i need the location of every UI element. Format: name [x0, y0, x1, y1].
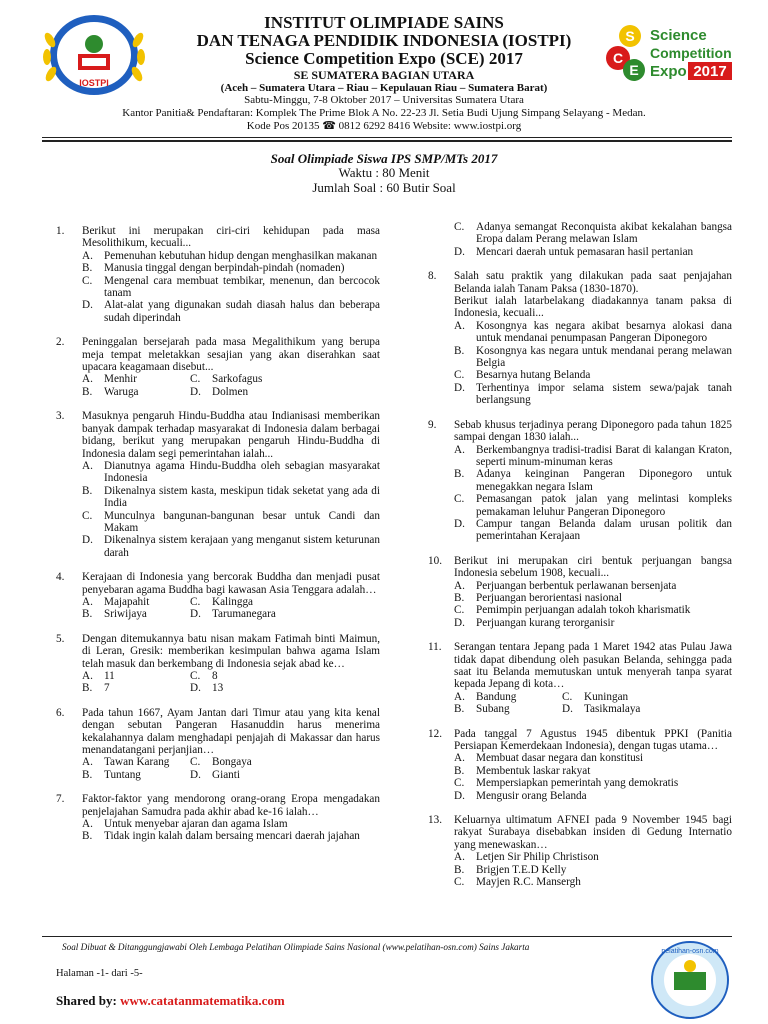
- answer-option[interactable]: [454, 592, 732, 604]
- logo-letter-c: C: [612, 50, 624, 66]
- option-text: Kuningan: [584, 690, 629, 703]
- question: [428, 555, 732, 629]
- option-letter: A.: [82, 373, 93, 386]
- question: [428, 728, 732, 802]
- header-event: Science Competition Expo (SCE) 2017: [245, 49, 523, 68]
- pelatihan-osn-logo-text: pelatihan-osn.com: [661, 948, 719, 955]
- answer-option[interactable]: [454, 691, 562, 703]
- option-text: Alat-alat yang digunakan sudah diasah halus dan beberapa sudah diperindah: [104, 299, 380, 324]
- answer-option[interactable]: [454, 752, 732, 764]
- option-letter: D.: [454, 381, 465, 394]
- option-letter: A.: [454, 579, 465, 592]
- shared-by-link[interactable]: www.catatanmatematika.com: [120, 993, 285, 1008]
- question-stem: Kerajaan di Indonesia yang bercorak Buddha dan menjadi pusat penyebaran agama Buddha bagi kawasan Asia Tenggara adalah…: [82, 571, 380, 596]
- option-letter: C.: [454, 221, 465, 233]
- question-number: 12.: [428, 727, 442, 740]
- option-letter: D.: [454, 245, 465, 258]
- question-number: 8.: [428, 270, 437, 283]
- option-text: Munculnya bangunan-bangunan besar untuk Candi dan Makam: [104, 509, 380, 534]
- option-letter: B.: [454, 863, 465, 876]
- option-letter: B.: [454, 703, 465, 716]
- header-divider: [42, 137, 732, 138]
- question-stem: Berikut ini merupakan ciri bentuk perjuangan bangsa Indonesia sebelum 1908, kecuali...: [454, 554, 732, 580]
- option-text: Perjuangan kurang terorganisir: [476, 616, 615, 629]
- option-text: Dianutnya agama Hindu-Buddha oleh sebagian masyarakat Indonesia: [104, 459, 380, 485]
- answer-option[interactable]: [190, 386, 380, 398]
- answer-option[interactable]: [454, 369, 732, 381]
- logo-word-science: Science: [650, 27, 707, 44]
- option-text: Tawan Karang: [104, 756, 170, 769]
- option-letter: B.: [82, 385, 93, 398]
- option-text: Subang: [476, 703, 510, 716]
- option-letter: C.: [454, 777, 465, 790]
- option-text: Brigjen T.E.D Kelly: [476, 863, 567, 876]
- footer-credit: Soal Dibuat & Ditanggungjawabi Oleh Lembaga Pelatihan Olimpiade Sains Nasional (www.pelatihan-osn.com) Sains Jakarta: [62, 942, 530, 952]
- logo-letter-e: E: [629, 62, 639, 78]
- answer-option[interactable]: [454, 580, 732, 592]
- question-number: 11.: [428, 641, 442, 654]
- option-text: 13: [212, 682, 224, 695]
- option-text: Terhentinya impor selama sistem sewa/pajak tanah berlangsung: [476, 381, 732, 407]
- question: [56, 225, 380, 324]
- question-stem-extra: Berikut ialah latarbelakang diadakannya tanam paksa di Indonesia, kecuali...: [454, 295, 732, 320]
- exam-title: Soal Olimpiade Siswa IPS SMP/MTs 2017: [270, 151, 498, 166]
- question-stem: Faktor-faktor yang mendorong orang-orang Eropa mengadakan penjelajahan Samudra pada akhir abad ke-16 ialah…: [82, 793, 380, 818]
- option-letter: D.: [82, 534, 93, 547]
- option-letter: A.: [82, 595, 93, 608]
- shared-by: [56, 993, 285, 1008]
- option-letter: D.: [190, 768, 201, 781]
- question-number: 6.: [56, 706, 65, 719]
- answer-option[interactable]: [82, 299, 380, 324]
- answer-option[interactable]: [454, 468, 732, 493]
- answer-options: [454, 320, 732, 407]
- answer-option[interactable]: [454, 382, 732, 407]
- answer-option[interactable]: [454, 221, 732, 246]
- pelatihan-osn-logo: [650, 940, 730, 1020]
- question: [56, 793, 380, 843]
- option-letter: A.: [454, 443, 465, 456]
- answer-option[interactable]: [82, 386, 190, 398]
- answer-option[interactable]: [190, 373, 380, 385]
- option-text: Kosongnya kas negara akibat besarnya alokasi dana untuk mendanai penumpasan Pangeran Diponegoro: [476, 319, 732, 345]
- option-text: Tarumanegara: [212, 608, 276, 621]
- option-text: Kalingga: [212, 595, 254, 608]
- header-divider-thick: [42, 140, 732, 142]
- answer-options-grid: [454, 691, 732, 716]
- answer-option[interactable]: [454, 703, 562, 715]
- question-stem: Serangan tentara Jepang pada 1 Maret 1942 atas Pulau Jawa tidak dapat dibendung oleh pasukan Belanda, sehingga pada saat itu Belanda memutuskan untuk menyerah tanpa syarat kepada Jepang di kota…: [454, 641, 732, 691]
- answer-option[interactable]: [82, 830, 380, 842]
- answer-option[interactable]: [562, 691, 732, 703]
- footer-divider: [42, 936, 732, 937]
- option-letter: C.: [190, 756, 201, 769]
- answer-option[interactable]: [454, 876, 732, 888]
- option-text: Menhir: [104, 373, 137, 386]
- answer-option[interactable]: [454, 493, 732, 518]
- exam-duration: Waktu : 80 Menit: [338, 165, 430, 180]
- answer-options: [82, 818, 380, 843]
- option-letter: B.: [82, 262, 93, 275]
- option-letter: B.: [454, 468, 465, 481]
- header-institute: INSTITUT OLIMPIADE SAINS: [264, 13, 504, 32]
- answer-options: [454, 752, 732, 802]
- answer-option[interactable]: [190, 769, 380, 781]
- answer-option[interactable]: [454, 765, 732, 777]
- option-text: Pemenuhan kebutuhan hidup dengan menghasilkan makanan: [104, 249, 378, 262]
- option-text: Dikenalnya sistem kasta, meskipun tidak seketat yang ada di India: [104, 484, 380, 510]
- option-letter: D.: [454, 616, 465, 629]
- option-letter: D.: [454, 789, 465, 802]
- answer-option[interactable]: [82, 373, 190, 385]
- logo-year: 2017: [693, 63, 727, 80]
- question-number: 10.: [428, 554, 442, 567]
- answer-option[interactable]: [82, 485, 380, 510]
- question-7-continued: [428, 221, 732, 258]
- option-text: Perjuangan berbentuk perlawanan bersenjata: [476, 579, 677, 592]
- option-letter: C.: [190, 670, 201, 682]
- answer-option[interactable]: [82, 818, 380, 830]
- answer-option[interactable]: [454, 246, 732, 258]
- question: [428, 641, 732, 715]
- header-institute-full: DAN TENAGA PENDIDIK INDONESIA (IOSTPI): [196, 31, 572, 50]
- option-letter: B.: [82, 484, 93, 497]
- answer-options: [82, 250, 380, 324]
- option-text: 7: [104, 682, 110, 695]
- option-letter: C.: [454, 493, 465, 506]
- question-stem: Peninggalan bersejarah pada masa Megalithikum yang berupa meja tempat meletakkan sesajian yang akan diserahkan saat upacara keagamaan disebut...: [82, 336, 380, 374]
- answer-option[interactable]: [82, 534, 380, 559]
- option-text: Untuk menyebar ajaran dan agama Islam: [104, 818, 288, 831]
- option-letter: D.: [562, 703, 573, 716]
- shared-by-label: Shared by:: [56, 993, 121, 1008]
- answer-option[interactable]: [454, 777, 732, 789]
- option-text: Bongaya: [212, 756, 252, 769]
- answer-options-grid: [82, 756, 380, 781]
- question-number: 13.: [428, 814, 442, 827]
- option-text: Pemasangan patok jalan yang melintasi kompleks pemakaman leluhur Pangeran Diponegoro: [476, 493, 732, 518]
- question: [56, 633, 380, 695]
- option-letter: C.: [82, 274, 93, 287]
- question-number: 1.: [56, 225, 65, 237]
- option-text: Membentuk laskar rakyat: [476, 764, 591, 777]
- answer-options: [82, 460, 380, 559]
- answer-option[interactable]: [190, 682, 380, 694]
- right-column: [428, 221, 732, 901]
- option-text: Tasikmalaya: [584, 703, 641, 716]
- answer-option[interactable]: [454, 444, 732, 469]
- option-letter: A.: [82, 459, 93, 472]
- option-text: Mengenal cara membuat tembikar, menenun, dan bercocok tanam: [104, 274, 380, 300]
- header-provinces: (Aceh – Sumatera Utara – Riau – Kepulauan Riau – Sumatera Barat): [220, 82, 548, 94]
- option-text: Bandung: [476, 690, 517, 703]
- answer-options: [454, 580, 732, 630]
- option-text: 11: [104, 670, 115, 682]
- answer-options-grid: [82, 373, 380, 398]
- question-number: 9.: [428, 418, 437, 431]
- answer-option[interactable]: [82, 769, 190, 781]
- question-number: 4.: [56, 571, 65, 584]
- answer-options-grid: [82, 596, 380, 621]
- option-letter: B.: [82, 768, 93, 781]
- option-letter: B.: [82, 608, 93, 621]
- option-letter: B.: [82, 682, 93, 695]
- option-letter: B.: [454, 764, 465, 777]
- option-letter: D.: [190, 682, 201, 695]
- answer-option[interactable]: [82, 250, 380, 262]
- logo-word-expo: Expo: [650, 63, 687, 80]
- option-letter: A.: [82, 818, 93, 831]
- header-date-venue: Sabtu-Minggu, 7-8 Oktober 2017 – Universitas Sumatera Utara: [244, 94, 524, 106]
- option-letter: C.: [190, 373, 201, 386]
- header-contact: Kode Pos 20135 ☎ 0812 6292 8416 Website: www.iostpi.org: [246, 120, 522, 132]
- answer-options: [454, 221, 732, 258]
- option-letter: A.: [454, 319, 465, 332]
- question-stem: Salah satu praktik yang dilakukan pada saat penjajahan Belanda ialah Tanam Paksa (1830-1870).: [454, 270, 732, 295]
- question: [56, 707, 380, 781]
- answer-option[interactable]: [82, 510, 380, 535]
- answer-option[interactable]: [82, 756, 190, 768]
- option-text: Campur tangan Belanda dalam urusan politik dan pemerintahan Kerajaan: [476, 517, 732, 543]
- answer-option[interactable]: [82, 262, 380, 274]
- question: [428, 270, 732, 406]
- exam-question-count: Jumlah Soal : 60 Butir Soal: [312, 180, 456, 195]
- option-text: Mengusir orang Belanda: [476, 789, 587, 802]
- question-stem: Pada tanggal 7 Agustus 1945 dibentuk PPKI (Panitia Persiapan Kemerdekaan Indonesia), dengan tugas utama…: [454, 727, 732, 753]
- answer-option[interactable]: [454, 617, 732, 629]
- option-text: Tidak ingin kalah dalam bersaing mencari daerah jajahan: [104, 830, 360, 843]
- option-letter: D.: [190, 608, 201, 621]
- answer-option[interactable]: [454, 864, 732, 876]
- answer-options: [454, 444, 732, 543]
- option-text: Waruga: [104, 385, 139, 398]
- answer-option[interactable]: [82, 682, 190, 694]
- option-text: Membuat dasar negara dan konstitusi: [476, 752, 644, 765]
- question: [56, 336, 380, 398]
- question-number: 2.: [56, 336, 65, 349]
- option-letter: B.: [454, 344, 465, 357]
- question: [428, 814, 732, 888]
- option-letter: D.: [82, 299, 93, 312]
- answer-option[interactable]: [562, 703, 732, 715]
- answer-option[interactable]: [82, 596, 190, 608]
- question-number: 7.: [56, 793, 65, 806]
- logo-word-competition: Competition: [650, 45, 732, 61]
- option-text: Gianti: [212, 768, 240, 781]
- option-letter: A.: [454, 752, 465, 765]
- question-stem: Dengan ditemukannya batu nisan makam Fatimah binti Maimun, di Leran, Gresik: memberikan kesimpulan bahwa agama Islam telah masuk dan berkembang di Indonesia sejak abad ke…: [82, 632, 380, 670]
- logo-letter-s: S: [625, 28, 635, 44]
- question-stem: Berikut ini merupakan ciri-ciri kehidupan pada masa Mesolithikum, kecuali...: [82, 225, 380, 250]
- option-text: Dikenalnya sistem kerajaan yang menganut sistem keturunan darah: [104, 534, 380, 559]
- answer-option[interactable]: [82, 608, 190, 620]
- option-text: Mayjen R.C. Mansergh: [476, 876, 581, 889]
- question-stem: Masuknya pengaruh Hindu-Buddha atau Indianisasi memberikan banyak dampak terhadap masyarakat di Indonesia dalam berbagai bidang, berikut yang merupakan pengaruh Hindu-Buddha di Indonesia dalam segi pemerintahan ialah...: [82, 410, 380, 460]
- option-letter: D.: [454, 517, 465, 530]
- answer-option[interactable]: [82, 275, 380, 300]
- question-stem: Sebab khusus terjadinya perang Diponegoro pada tahun 1825 sampai dengan 1830 ialah...: [454, 418, 732, 444]
- question-number: 5.: [56, 632, 65, 645]
- option-letter: B.: [82, 830, 93, 843]
- option-letter: C.: [454, 369, 465, 382]
- option-letter: A.: [454, 851, 465, 864]
- answer-option[interactable]: [454, 320, 732, 345]
- answer-option[interactable]: [454, 604, 732, 616]
- option-text: Pemimpin perjuangan adalah tokoh kharismatik: [476, 604, 691, 617]
- answer-option[interactable]: [454, 790, 732, 802]
- option-text: Adanya semangat Reconquista akibat kekalahan bangsa Eropa dalam Perang melawan Islam: [476, 221, 732, 246]
- answer-options-grid: [82, 670, 380, 695]
- option-text: Mencari daerah untuk pemasaran hasil pertanian: [476, 245, 694, 258]
- option-text: Sarkofagus: [212, 373, 263, 386]
- option-text: 8: [212, 670, 218, 682]
- answer-option[interactable]: [82, 670, 190, 682]
- option-letter: D.: [190, 385, 201, 398]
- option-text: Perjuangan berorientasi nasional: [476, 591, 623, 604]
- header-office: Kantor Panitia& Pendaftaran: Komplek The Prime Blok A No. 22-23 Jl. Setia Budi Ujung Simpang Selayang - Medan.: [122, 107, 646, 119]
- answer-option[interactable]: [190, 670, 380, 682]
- option-letter: A.: [82, 756, 93, 769]
- option-letter: C.: [82, 509, 93, 522]
- question-stem: Keluarnya ultimatum AFNEI pada 9 November 1945 bagi rakyat Surabaya disebabkan insiden di Gedung Internatio yang menewaskan…: [454, 814, 732, 851]
- option-text: Besarnya hutang Belanda: [476, 369, 591, 382]
- option-text: Letjen Sir Philip Christison: [476, 851, 599, 864]
- question-number: 3.: [56, 410, 65, 423]
- option-letter: A.: [454, 690, 465, 703]
- option-letter: C.: [190, 595, 201, 608]
- answer-option[interactable]: [454, 851, 732, 863]
- left-column: [56, 225, 380, 855]
- answer-option[interactable]: [190, 608, 380, 620]
- option-text: Manusia tinggal dengan berpindah-pindah (nomaden): [104, 262, 345, 275]
- question: [56, 571, 380, 621]
- option-letter: A.: [82, 249, 93, 262]
- option-text: Tuntang: [104, 768, 141, 781]
- question: [56, 410, 380, 559]
- option-letter: A.: [82, 670, 93, 682]
- answer-options: [454, 851, 732, 888]
- iostpi-logo-text: IOSTPI: [79, 78, 109, 88]
- answer-option[interactable]: [454, 518, 732, 543]
- option-letter: C.: [454, 876, 465, 889]
- option-text: Majapahit: [104, 595, 150, 608]
- option-letter: B.: [454, 591, 465, 604]
- option-text: Sriwijaya: [104, 608, 147, 621]
- option-text: Dolmen: [212, 385, 249, 398]
- option-text: Adanya keinginan Pangeran Diponegoro untuk menegakkan negara Islam: [476, 468, 732, 493]
- option-text: Kosongnya kas negara untuk mendanai perang melawan Belgia: [476, 344, 732, 370]
- header-region: SE SUMATERA BAGIAN UTARA: [293, 68, 475, 82]
- option-letter: C.: [454, 604, 465, 617]
- option-text: Berkembangnya tradisi-tradisi Barat di kalangan Kraton, seperti minum-minuman keras: [476, 443, 732, 468]
- answer-option[interactable]: [190, 756, 380, 768]
- answer-option[interactable]: [454, 345, 732, 370]
- option-text: Mempersiapkan pemerintah yang demokratis: [476, 777, 679, 790]
- answer-option[interactable]: [82, 460, 380, 485]
- option-letter: C.: [562, 690, 573, 703]
- answer-option[interactable]: [190, 596, 380, 608]
- question: [428, 419, 732, 543]
- page-number: Halaman -1- dari -5-: [56, 968, 143, 979]
- question-stem: Pada tahun 1667, Ayam Jantan dari Timur atau yang kita kenal dengan sebutan Pangeran Hasanuddin harus menerima kekalahannya dalam menghadapi penjajah di Makassar dan harus menandatangani perjanjian…: [82, 706, 380, 757]
